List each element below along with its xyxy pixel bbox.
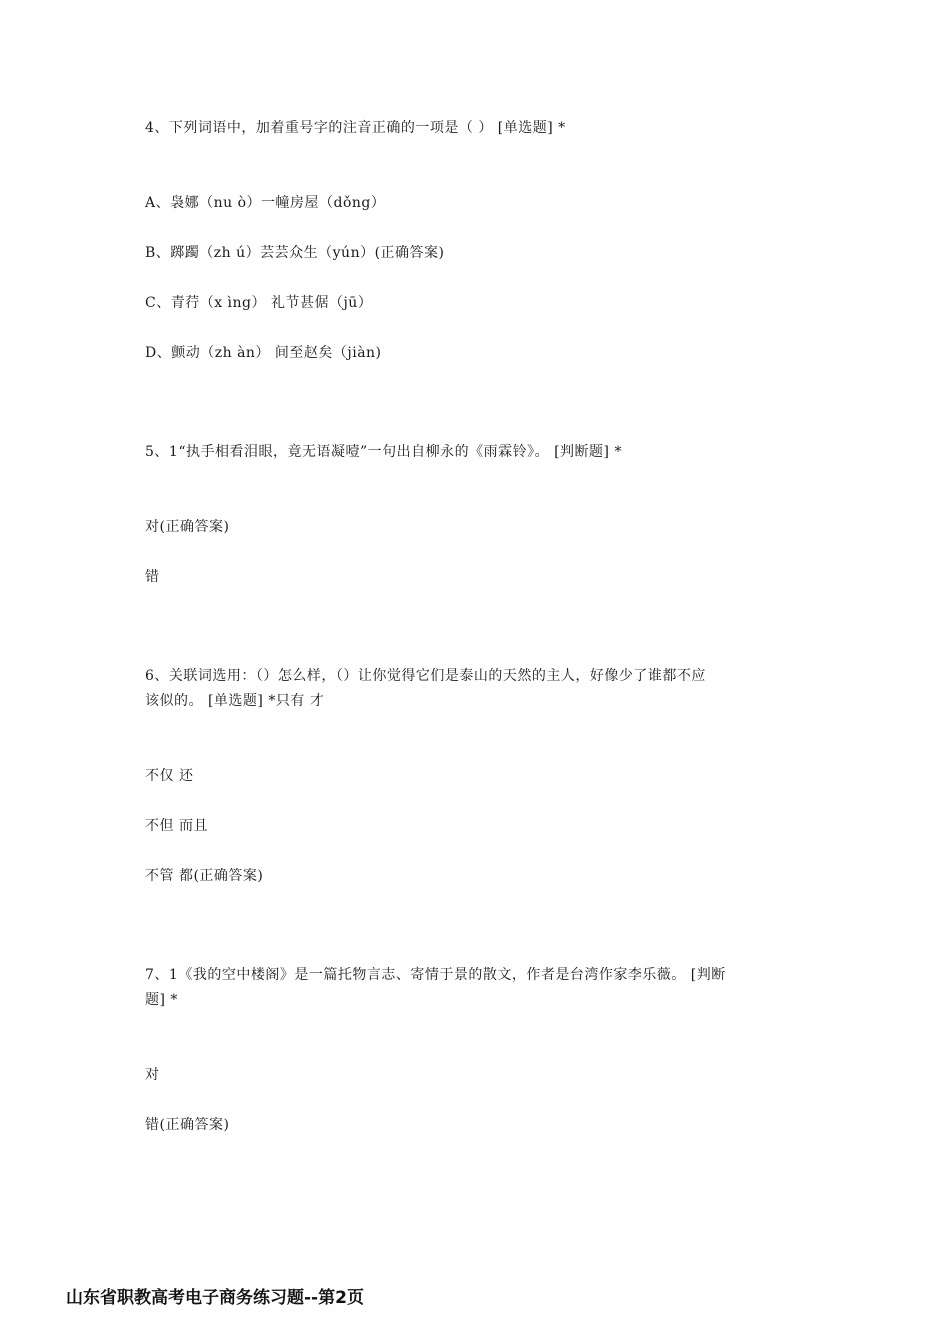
question-stem-line-2: 题] * (145, 992, 178, 1008)
option-a: A、袅娜（nu ò）一幢房屋（dǒng） (145, 195, 386, 211)
option-1: 不仅 还 (145, 768, 194, 784)
page-footer: 山东省职教高考电子商务练习题--第2页 (66, 1288, 364, 1308)
option-2: 不但 而且 (145, 818, 208, 834)
option-d: D、颤动（zh àn） 间至赵矣（jiàn) (145, 345, 382, 361)
question-stem: 5、1“执手相看泪眼，竟无语凝噎”一句出自柳永的《雨霖铃》。 [判断题] * (145, 444, 622, 460)
option-true: 对(正确答案) (145, 519, 230, 535)
option-false: 错(正确答案) (145, 1117, 230, 1133)
question-stem-line-1: 7、1《我的空中楼阁》是一篇托物言志、寄情于景的散文，作者是台湾作家李乐薇。 [判断 (145, 967, 726, 983)
question-stem-line-1: 6、关联词选用：（）怎么样，（）让你觉得它们是泰山的天然的主人，好像少了谁都不应 (145, 668, 706, 684)
option-true: 对 (145, 1067, 160, 1083)
question-stem: 4、下列词语中，加着重号字的注音正确的一项是（ ） [单选题] * (145, 120, 566, 136)
question-stem-line-2: 该似的。 [单选题] *只有 才 (145, 693, 325, 709)
option-b: B、踯躅（zh ú）芸芸众生（yún）(正确答案) (145, 245, 445, 261)
option-false: 错 (145, 569, 160, 585)
option-c: C、青荇（x ìng） 礼节甚倨（jū） (145, 295, 373, 311)
option-3: 不管 都(正确答案) (145, 868, 264, 884)
